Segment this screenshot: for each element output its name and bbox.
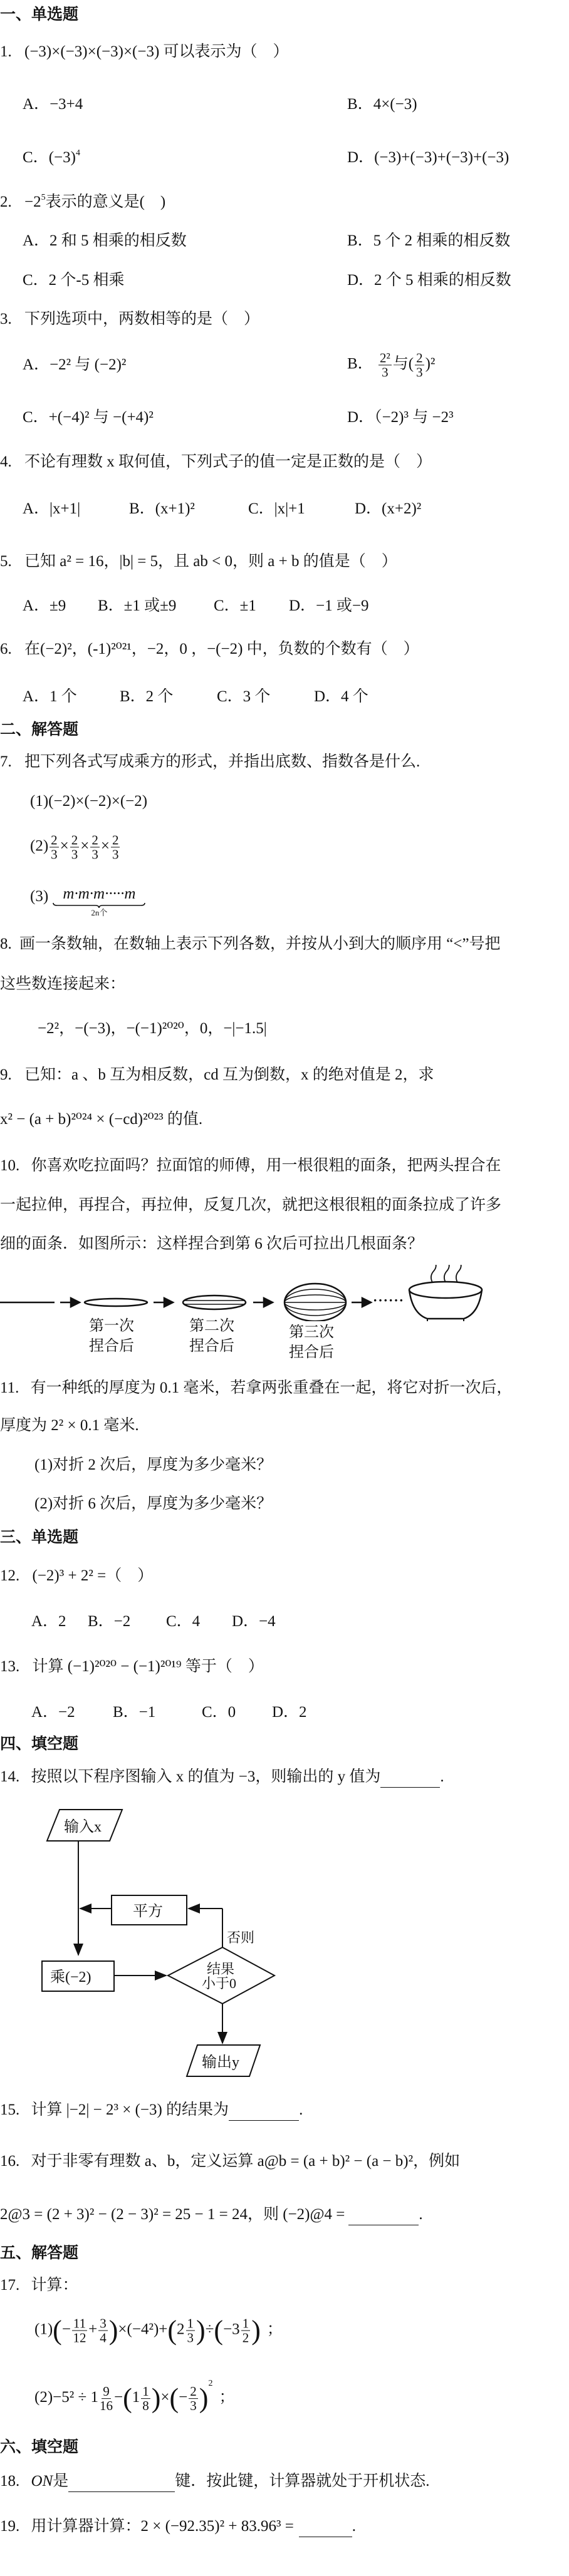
flow-decision-line2: 小于0: [202, 1976, 237, 1991]
option-d[interactable]: D．（−2)³ 与 −2³: [347, 409, 454, 426]
fraction: $\frac{2}{3}$: [91, 832, 98, 862]
question-text: 可以表示为（ ）: [163, 43, 289, 60]
fraction: $\frac{2}{3}$: [51, 832, 58, 862]
question-10-line-3: 细的面条．如图所示：这样捏合到第 6 次后可拉出几根面条？: [0, 1235, 424, 1252]
underbrace-expression: m·m·m·····m 2n个: [52, 886, 146, 917]
section-heading-2: 二、解答题: [0, 720, 79, 738]
question-19: 19. 用计算器计算：2 × (−92.35)² + 83.96³ = .: [0, 2516, 356, 2537]
fraction: $\frac{2}{3}$: [112, 832, 119, 862]
option-d[interactable]: D．−1 或−9: [289, 597, 369, 614]
section-heading-6: 六、填空题: [0, 2438, 79, 2456]
option-d[interactable]: D．(x+2)²: [355, 500, 422, 517]
stage-label-3: 第三次 捏合后: [289, 1324, 334, 1361]
question-11-line-2: 厚度为 2² × 0.1 毫米.: [0, 1417, 139, 1434]
option-c[interactable]: C．|x|+1: [248, 500, 305, 517]
stage-label-2: 第二次 捏合后: [189, 1318, 234, 1354]
option-c[interactable]: C．+(−4)² 与 −(+4)²: [23, 409, 154, 426]
question-expression: (−3)×(−3)×(−3)×(−3): [24, 43, 160, 60]
fraction: $\frac{\text{2²}}{3}$: [379, 350, 390, 380]
question-15: 15. 计算 |−2| − 2³ × (−3) 的结果为 .: [0, 2099, 303, 2121]
noodle-diagram: [0, 1265, 501, 1359]
option-b[interactable]: B．±1 或±9: [98, 597, 177, 614]
option-b[interactable]: B． $\frac{\text{2²}}{3}$ 与( $\frac{2}{3}$ )²: [347, 350, 436, 380]
option-d[interactable]: D．−4: [232, 1613, 276, 1630]
option-b[interactable]: B．5 个 2 相乘的相反数: [347, 232, 511, 249]
q17-part-1: (1)(− $\frac{11}{12}$ + $\frac{3}{4}$ )×(−4²)+(2 $\frac{1}{3}$ )÷(−3 $\frac{1}{2}$ ) ；: [34, 2315, 283, 2346]
question-7: 7. 把下列各式写成乘方的形式，并指出底数、指数各是什么.: [0, 753, 420, 770]
question-4: 4. 不论有理数 x 取何值，下列式子的值一定是正数的是（ ）: [0, 453, 432, 470]
question-8: 8. 画一条数轴，在数轴上表示下列各数，并按从小到大的顺序用 “<”号把: [0, 935, 501, 952]
flow-decision-line1: 结果: [207, 1961, 235, 1977]
option-c[interactable]: C．0: [202, 1704, 236, 1721]
flow-output-label: 输出y: [202, 2054, 239, 2071]
answer-blank[interactable]: [299, 2520, 352, 2537]
option-a[interactable]: A．2 和 5 相乘的相反数: [23, 232, 187, 249]
question-14: 14. 按照以下程序图输入 x 的值为 −3，则输出的 y 值为 .: [0, 1766, 444, 1788]
question-8-line-2: 这些数连接起来：: [0, 976, 126, 992]
question-number: 1.: [0, 43, 12, 60]
section-heading-5: 五、解答题: [0, 2244, 79, 2262]
options-row: [23, 686, 368, 708]
option-c[interactable]: C．4: [166, 1613, 201, 1630]
flowchart: [0, 1797, 288, 2085]
options-row: [31, 1611, 276, 1632]
flow-square-label: 平方: [133, 1904, 163, 1920]
option-b[interactable]: B．−1: [113, 1704, 156, 1721]
options-row: [31, 1702, 307, 1723]
option-a[interactable]: A．−2² 与 (−2)²: [23, 356, 127, 373]
section-heading-3: 三、单选题: [0, 1528, 79, 1546]
question-18: 18. ON是 键．按此键，计算器就处于开机状态.: [0, 2471, 430, 2492]
option-d[interactable]: D．(−3)+(−3)+(−3)+(−3): [347, 149, 509, 166]
fraction: $\frac{2}{3}$: [416, 350, 423, 380]
stage-label-1: 第一次 捏合后: [89, 1318, 134, 1354]
ellipsis: ······: [373, 1292, 405, 1308]
options-row: [23, 498, 421, 520]
section-heading-1: 一、单选题: [0, 5, 79, 23]
q7-part-1: (1)(−2)×(−2)×(−2): [30, 793, 148, 810]
question-2: 2. $-2^5$表示的意义是( ): [0, 193, 166, 210]
flow-multiply-label: 乘(−2): [50, 1969, 91, 1986]
question-9: 9. 已知：a 、b 互为相反数，cd 互为倒数，x 的绝对值是 2，求: [0, 1066, 434, 1083]
option-a[interactable]: A．|x+1|: [23, 500, 81, 517]
option-a[interactable]: A．−3+4: [23, 96, 83, 113]
answer-blank[interactable]: [68, 2475, 175, 2492]
q11-part-1: (1)对折 2 次后，厚度为多少毫米？: [34, 1456, 273, 1473]
option-c[interactable]: C．$(-3)^4$: [23, 148, 80, 166]
option-b[interactable]: B．2 个: [120, 688, 174, 705]
question-6: 6. 在(−2)²，(-1)²⁰²¹，−2，0 ，−(−2) 中，负数的个数有（ ）: [0, 641, 419, 657]
q17-part-2: (2)−5² ÷ 1 $\frac{9}{16}$ −(1 $\frac{1}{8}$ )×(− $\frac{2}{3}$ )$^2$；: [34, 2379, 235, 2414]
section-heading-4: 四、填空题: [0, 1734, 79, 1753]
flowchart-diagram: [0, 1797, 288, 2085]
question-10-line-2: 一起拉伸，再捏合，再拉伸，反复几次，就把这根很粗的面条拉成了许多: [0, 1197, 502, 1213]
q11-part-2: (2)对折 6 次后，厚度为多少毫米？: [34, 1495, 273, 1512]
option-b[interactable]: B．−2: [88, 1613, 131, 1630]
q8-values: −2²，−(−3)，−(−1)²⁰²⁰，0，−|−1.5|: [38, 1020, 267, 1037]
question-3: 3. 下列选项中，两数相等的是（ ）: [0, 311, 260, 327]
q7-part-3: (3) m·m·m·····m 2n个: [30, 886, 146, 917]
question-13: 13. 计算 (−1)²⁰²⁰ − (−1)²⁰¹⁹ 等于（ ）: [0, 1658, 264, 1675]
question-11: 11. 有一种纸的厚度为 0.1 毫米，若拿两张重叠在一起，将它对折一次后，: [0, 1379, 513, 1396]
question-5: 5. 已知 a² = 16，|b| = 5，且 ab < 0，则 a + b 的值是（ ）: [0, 553, 397, 570]
option-a[interactable]: A．±9: [23, 597, 66, 614]
option-b[interactable]: B．(x+1)²: [129, 500, 195, 517]
option-d[interactable]: D．2 个 5 相乘的相反数: [347, 272, 511, 289]
fraction: $\frac{2}{3}$: [71, 832, 78, 862]
q9-expression: x² − (a + b)²⁰²⁴ × (−cd)²⁰²³ 的值.: [0, 1111, 203, 1128]
question-12: 12. (−2)³ + 2² =（ ）: [0, 1567, 154, 1584]
option-b[interactable]: B．4×(−3): [347, 96, 417, 113]
options-row: [23, 595, 369, 617]
q7-part-2: (2) $\frac{2}{3}$ × $\frac{2}{3}$ × $\frac{2}{3}$ × $\frac{2}{3}$: [30, 832, 119, 862]
answer-blank[interactable]: [229, 2104, 299, 2121]
option-c[interactable]: C．2 个-5 相乘: [23, 272, 125, 289]
option-c[interactable]: C．3 个: [217, 688, 271, 705]
answer-blank[interactable]: [348, 2208, 419, 2225]
question-17: 17. 计算：: [0, 2277, 78, 2294]
option-d[interactable]: D．2: [272, 1704, 307, 1721]
option-c[interactable]: C．±1: [214, 597, 256, 614]
answer-blank[interactable]: [380, 1771, 440, 1788]
option-a[interactable]: A．1 个: [23, 688, 77, 705]
question-10: 10. 你喜欢吃拉面吗？拉面馆的师傅，用一根很粗的面条，把两头捏合在: [0, 1157, 501, 1174]
question-1: [0, 41, 289, 63]
flow-else-label: 否则: [227, 1930, 255, 1945]
question-16: 16. 对于非零有理数 a、b，定义运算 a@b = (a + b)² − (a − b)²，例如: [0, 2153, 461, 2170]
option-a[interactable]: A．2: [31, 1613, 66, 1630]
option-d[interactable]: D．4 个: [314, 688, 368, 705]
noodle-stretch-icon: [0, 1265, 501, 1321]
flow-input-label: 输入x: [64, 1819, 102, 1835]
question-16-line-2: 2@3 = (2 + 3)² − (2 − 3)² = 25 − 1 = 24，则 (−2)@4 = .: [0, 2204, 423, 2225]
option-a[interactable]: A．−2: [31, 1704, 75, 1721]
